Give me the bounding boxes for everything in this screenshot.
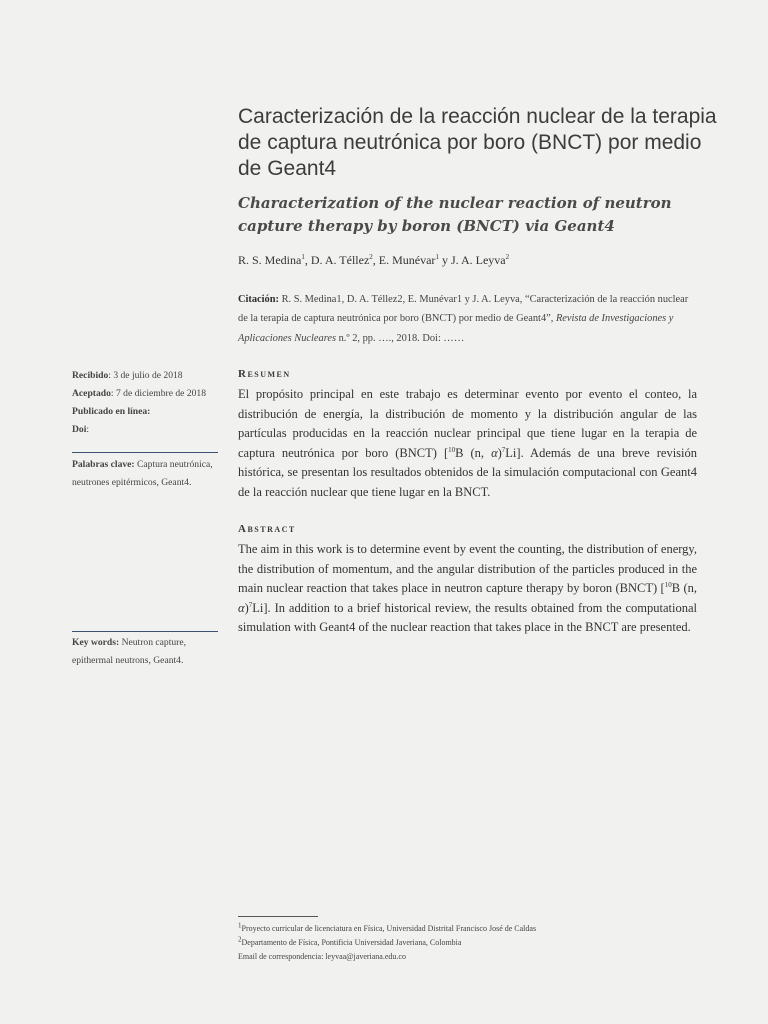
keywords-spanish bbox=[72, 456, 218, 492]
citation-tail: n.º 2, pp. …., 2018. Doi: …… bbox=[336, 332, 465, 344]
footnote-2 bbox=[238, 936, 598, 950]
received-value: : 3 de julio de 2018 bbox=[108, 370, 183, 381]
abstract-heading: Abstract bbox=[238, 523, 296, 535]
author-name: E. Munévar bbox=[378, 253, 436, 267]
divider bbox=[72, 452, 218, 453]
keywords-es-label: Palabras clave: bbox=[72, 459, 135, 470]
article-dates bbox=[72, 367, 218, 439]
isotope-superscript: 7 bbox=[248, 600, 253, 609]
footnotes bbox=[238, 922, 598, 964]
received-label: Recibido bbox=[72, 370, 109, 381]
resumen-text bbox=[238, 385, 697, 502]
affiliation-marker: 2 bbox=[369, 253, 373, 261]
footnote-text: Proyecto curricular de licenciatura en Física, Universidad Distrital Francisco José de Caldas bbox=[241, 924, 537, 933]
correspondence-email: Email de correspondencia: leyvaa@javeriana.edu.co bbox=[238, 952, 406, 961]
affiliation-marker: 1 bbox=[435, 253, 439, 261]
keywords-en-label: Key words: bbox=[72, 637, 120, 648]
reaction-text: ) bbox=[244, 600, 249, 615]
article-title-english: Characterization of the nuclear reaction of neutron capture therapy by boron (BNCT) via Geant4 bbox=[238, 194, 672, 235]
footnote-marker: 1 bbox=[238, 921, 242, 930]
resumen-body: Li]. Además de una breve revisión histórica, se presentan los resultados obtenidos de la simulación computacional con Geant4 de la reacción nuclear que tiene lugar en la BNCT. bbox=[238, 445, 698, 499]
abstract-body: The aim in this work is to determine event by event the counting, the distribution of energy, the distribution of momentum, and the angular distribution of the particles produced in the main nuclear reaction that takes place in neutron capture therapy by boron (BNCT) [ bbox=[238, 542, 697, 595]
author-separator: , bbox=[304, 253, 311, 267]
footnote-1 bbox=[238, 922, 598, 936]
citation-label: Citación: bbox=[238, 294, 279, 305]
alpha-symbol: α bbox=[491, 445, 498, 460]
keywords-es-value: Captura neutrónica, neutrones epitérmicos, Geant4. bbox=[72, 459, 213, 488]
abstract-body: Li]. In addition to a brief historical review, the results obtained from the computational simulation with Geant4 of the nuclear reaction that takes place in the BNCT are presented. bbox=[238, 600, 697, 634]
alpha-symbol: α bbox=[238, 600, 245, 615]
footnote-marker: 2 bbox=[238, 935, 242, 944]
abstract-text bbox=[238, 540, 697, 638]
author-name: D. A. Téllez bbox=[310, 253, 370, 267]
doi-value: : bbox=[86, 424, 90, 435]
isotope-superscript: 10 bbox=[664, 580, 672, 589]
citation-text: R. S. Medina1, D. A. Téllez2, E. Munévar1 y J. A. Leyva, “Caracterización de la reacción nuclear de la terapia de captura neutrónica por boro (BNCT) por medio de Geant4”, bbox=[238, 294, 689, 325]
author-name: J. A. Leyva bbox=[450, 253, 506, 267]
doi bbox=[72, 421, 218, 439]
divider bbox=[72, 631, 218, 632]
author-separator: , bbox=[372, 253, 379, 267]
published-label: Publicado en línea: bbox=[72, 406, 151, 417]
reaction-text: B (n, bbox=[671, 581, 697, 595]
resumen-heading: Resumen bbox=[238, 368, 291, 380]
article-title-spanish: Caracterización de la reacción nuclear de la terapia de captura neutrónica por boro (BNCT) por medio de Geant4 bbox=[238, 105, 717, 180]
accepted-value: : 7 de diciembre de 2018 bbox=[110, 388, 207, 399]
accepted-label: Aceptado bbox=[72, 388, 111, 399]
author-separator: y bbox=[438, 253, 451, 267]
author-name: R. S. Medina bbox=[238, 253, 302, 267]
resumen-body: El propósito principal en este trabajo es determinar evento por evento el conteo, la distribución de energía, la distribución de momento y la distribución angular de las partículas producidas en la reacción nuclear principal que tiene lugar en la terapia de captura neutrónica por boro (BNCT) [ bbox=[238, 387, 697, 460]
keywords-en-value: Neutron capture, epithermal neutrons, Geant4. bbox=[72, 637, 187, 666]
affiliation-marker: 1 bbox=[301, 253, 305, 261]
keywords-english bbox=[72, 634, 218, 670]
isotope-superscript: 7 bbox=[501, 445, 506, 454]
reaction-text: B (n, bbox=[455, 445, 492, 460]
footnote-rule bbox=[238, 916, 318, 917]
footnote-text: Departamento de Física, Pontificia Universidad Javeriana, Colombia bbox=[241, 938, 462, 947]
accepted-date bbox=[72, 385, 218, 403]
author-list bbox=[238, 252, 718, 268]
doi-label: Doi bbox=[72, 424, 87, 435]
received-date bbox=[72, 367, 218, 385]
published-online bbox=[72, 403, 218, 421]
isotope-superscript: 10 bbox=[448, 445, 456, 454]
affiliation-marker: 2 bbox=[505, 253, 510, 261]
citation-block bbox=[238, 290, 698, 348]
journal-name: Revista de Investigaciones y Aplicaciones Nucleares bbox=[238, 313, 674, 344]
reaction-text: ) bbox=[497, 445, 502, 460]
